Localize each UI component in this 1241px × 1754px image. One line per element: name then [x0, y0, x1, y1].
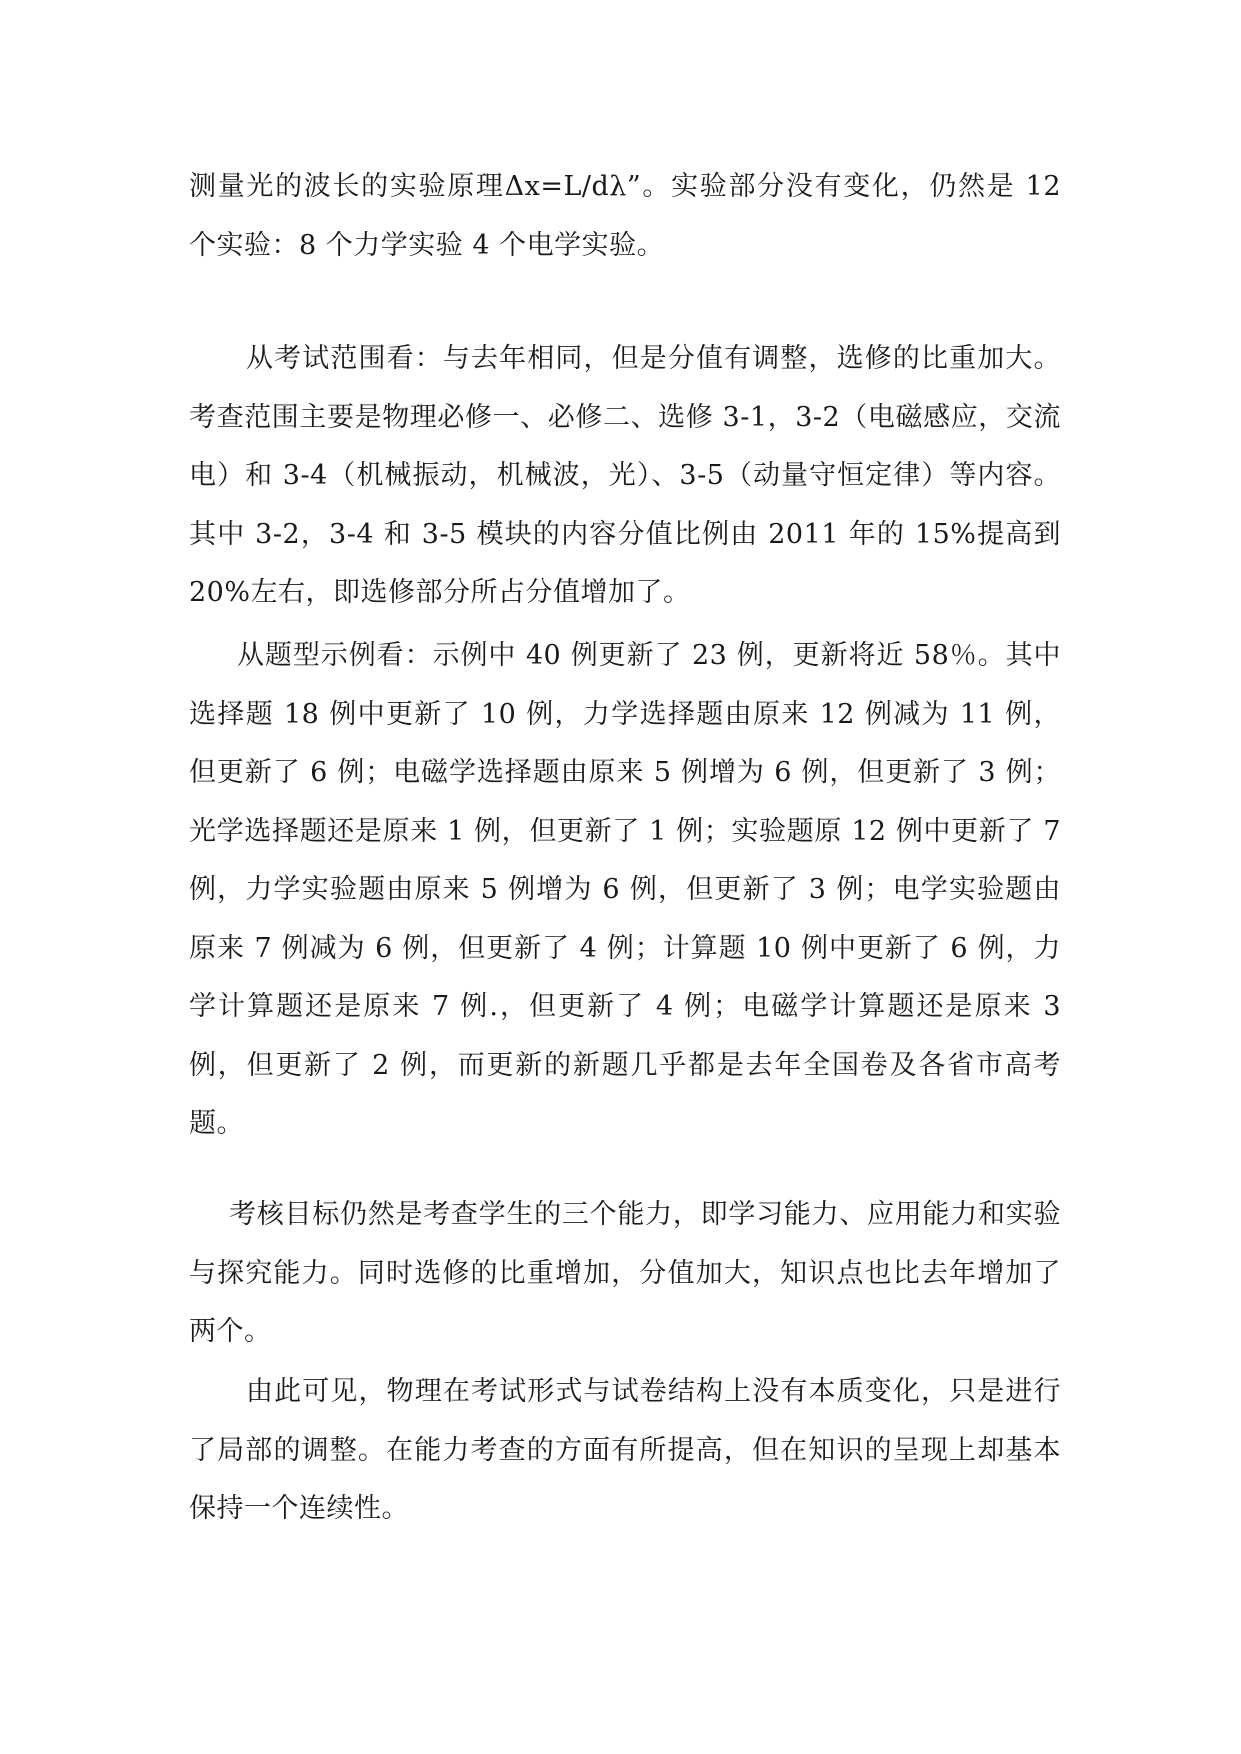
- paragraph-exam-scope: 从考试范围看：与去年相同，但是分值有调整，选修的比重加大。考查范围主要是物理必修一、必修二、选修 3-1，3-2（电磁感应，交流电）和 3-4（机械振动，机械波，光）、3-5（动量守恒定律）等内容。其中 3-2，3-4 和 3-5 模块的内容分值比例由 2011 年的 15%提高到 20%左右，即选修部分所占分值增加了。: [189, 343, 1061, 608]
- paragraph-conclusion: 由此可见，物理在考试形式与试卷结构上没有本质变化，只是进行了局部的调整。在能力考查的方面有所提高，但在知识的呈现上却基本保持一个连续性。: [189, 1376, 1061, 1524]
- paragraph-assessment-goals: 考核目标仍然是考查学生的三个能力，即学习能力、应用能力和实验与探究能力。同时选修的比重增加，分值加大，知识点也比去年增加了两个。: [189, 1199, 1061, 1347]
- paragraph-question-examples: 从题型示例看：示例中 40 例更新了 23 例，更新将近 58％。其中选择题 18 例中更新了 10 例，力学选择题由原来 12 例减为 11 例，但更新了 6 例；电磁学选择题由原来 5 例增为 6 例，但更新了 3 例；光学选择题还是原来 1 例，但更新了 1 例；实验题原 12 例中更新了 7 例，力学实验题由原来 5 例增为 6 例，但更新了 3 例；电学实验题由原来 7 例减为 6 例，但更新了 4 例；计算题 10 例中更新了 6 例，力学计算题还是原来 7 例.，但更新了 4 例；电磁学计算题还是原来 3 例，但更新了 2 例，而更新的新题几乎都是去年全国卷及各省市高考题。: [189, 640, 1061, 1139]
- paragraph-experiment-principle: 测量光的波长的实验原理Δx=L/dλ”。实验部分没有变化，仍然是 12 个实验：8 个力学实验 4 个电学实验。: [189, 171, 1061, 261]
